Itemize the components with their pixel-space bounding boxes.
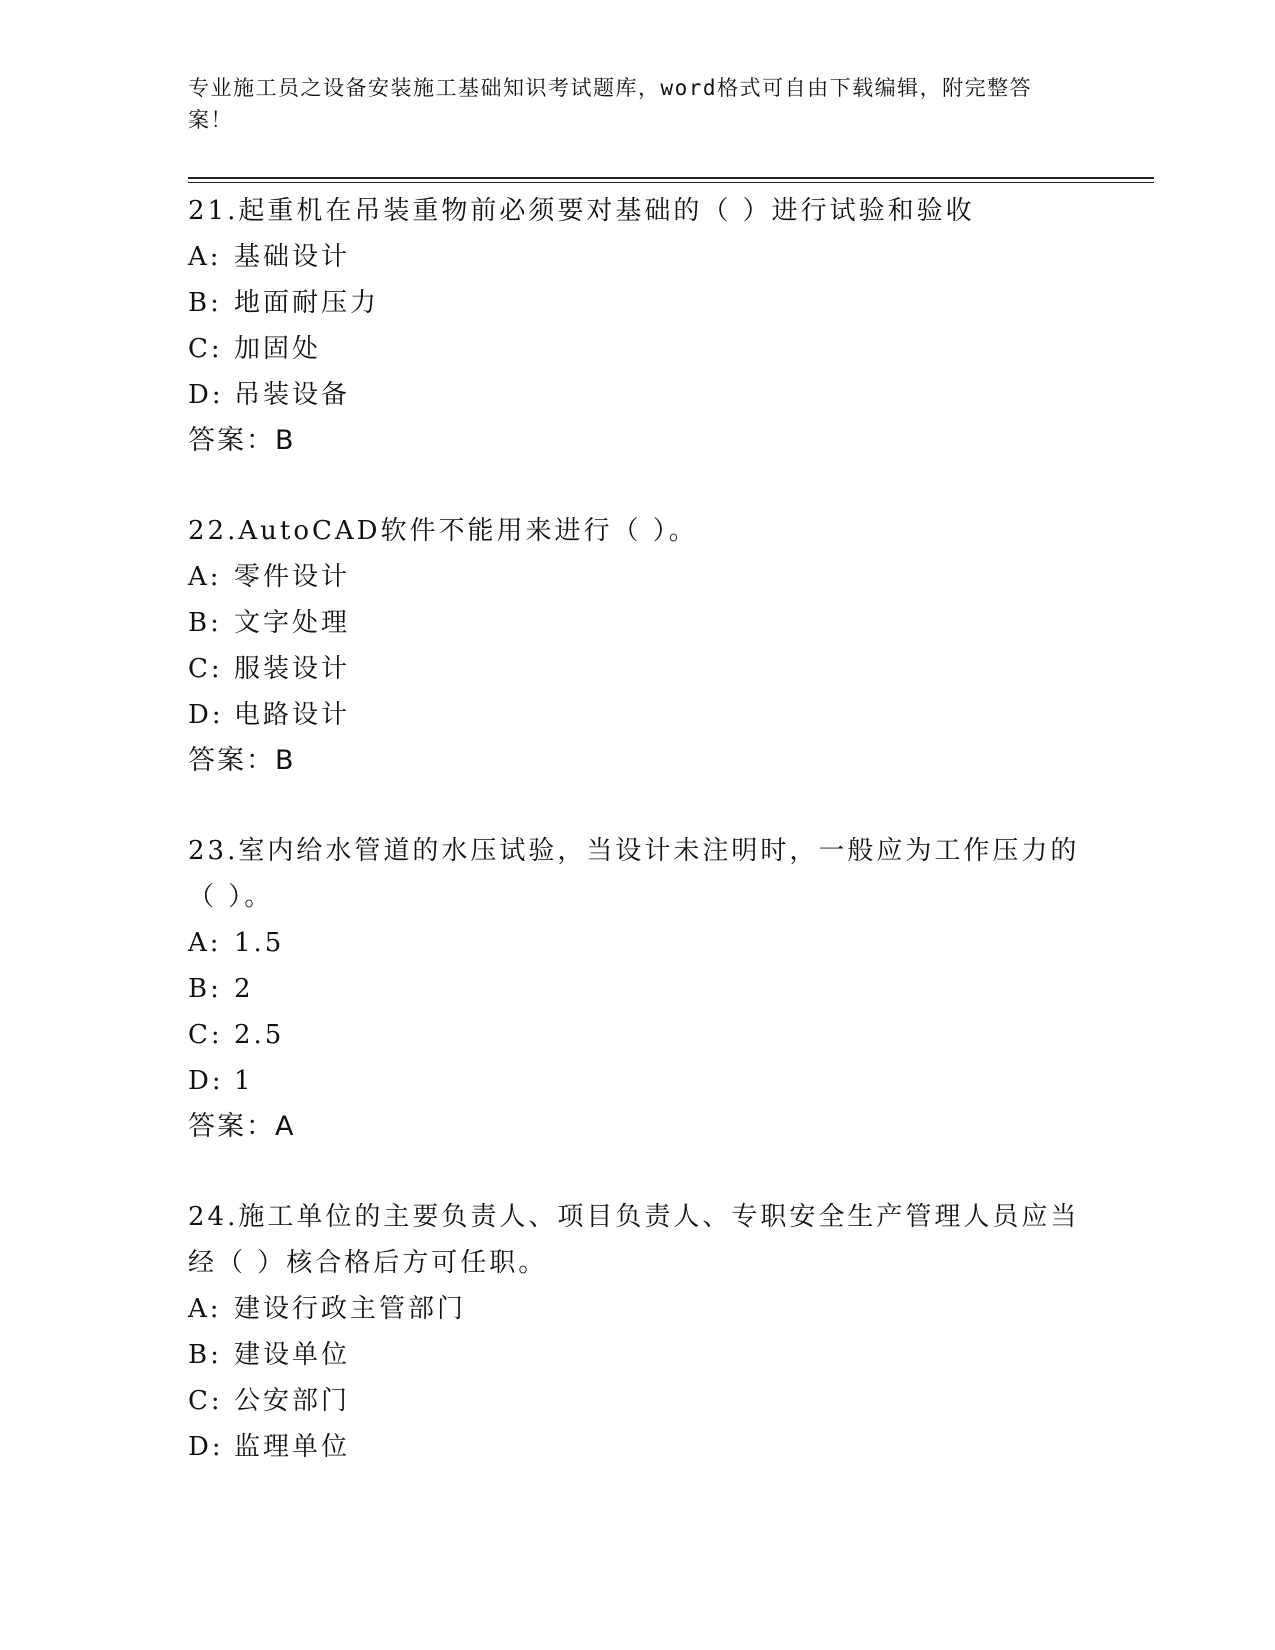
document-header: 专业施工员之设备安装施工基础知识考试题库，word格式可自由下载编辑，附完整答案！ [188, 76, 1033, 132]
option-text: 地面耐压力 [234, 288, 380, 318]
question-21 [188, 188, 1088, 464]
option-letter: A: [188, 928, 222, 958]
question-stem: 24.施工单位的主要负责人、项目负责人、专职安全生产管理人员应当经（ ）核合格后方可任职。 [188, 1202, 1080, 1278]
option-text: 服装设计 [234, 654, 351, 684]
option-text: 吊装设备 [234, 380, 351, 410]
option-letter: C: [188, 334, 223, 364]
question-24 [188, 1194, 1088, 1470]
option-letter: B: [188, 288, 222, 318]
option-text: 零件设计 [234, 562, 351, 592]
option-letter: D: [188, 1432, 224, 1462]
option-letter: C: [188, 1020, 223, 1050]
option-a [188, 1286, 1088, 1332]
option-text: 1 [234, 1066, 254, 1096]
option-text: 加固处 [234, 334, 322, 364]
header-divider-thin [188, 182, 1154, 183]
question-22 [188, 508, 1088, 784]
option-c [188, 1012, 1088, 1058]
option-letter: C: [188, 654, 223, 684]
option-d [188, 1424, 1088, 1470]
option-b [188, 280, 1088, 326]
question-23 [188, 828, 1088, 1150]
option-c [188, 646, 1088, 692]
option-c [188, 1378, 1088, 1424]
option-letter: A: [188, 242, 222, 272]
option-d [188, 1058, 1088, 1104]
option-text: 电路设计 [234, 700, 351, 730]
option-text: 2 [234, 974, 254, 1004]
option-letter: D: [188, 380, 224, 410]
option-d [188, 372, 1088, 418]
question-stem: 21.起重机在吊装重物前必须要对基础的（ ）进行试验和验收 [188, 196, 975, 226]
option-text: 建设单位 [234, 1340, 351, 1370]
option-b [188, 966, 1088, 1012]
option-a [188, 234, 1088, 280]
option-letter: C: [188, 1386, 223, 1416]
option-text: 基础设计 [234, 242, 351, 272]
option-d [188, 692, 1088, 738]
option-b [188, 1332, 1088, 1378]
answer-line: 答案：B [188, 745, 296, 776]
option-letter: A: [188, 562, 222, 592]
option-letter: B: [188, 974, 222, 1004]
question-stem: 23.室内给水管道的水压试验，当设计未注明时，一般应为工作压力的（ ）。 [188, 836, 1080, 912]
option-text: 文字处理 [234, 608, 351, 638]
option-a [188, 554, 1088, 600]
question-stem: 22.AutoCAD软件不能用来进行（ ）。 [188, 516, 698, 546]
option-b [188, 600, 1088, 646]
option-c [188, 326, 1088, 372]
option-letter: A: [188, 1294, 222, 1324]
answer-line: 答案：B [188, 425, 296, 456]
option-text: 公安部门 [234, 1386, 351, 1416]
answer-line: 答案：A [188, 1111, 296, 1142]
option-text: 1.5 [234, 928, 285, 958]
option-letter: D: [188, 1066, 224, 1096]
option-letter: B: [188, 608, 222, 638]
option-text: 建设行政主管部门 [234, 1294, 467, 1324]
option-letter: D: [188, 700, 224, 730]
header-divider [188, 177, 1154, 179]
option-text: 监理单位 [234, 1432, 351, 1462]
option-letter: B: [188, 1340, 222, 1370]
option-a [188, 920, 1088, 966]
option-text: 2.5 [234, 1020, 285, 1050]
